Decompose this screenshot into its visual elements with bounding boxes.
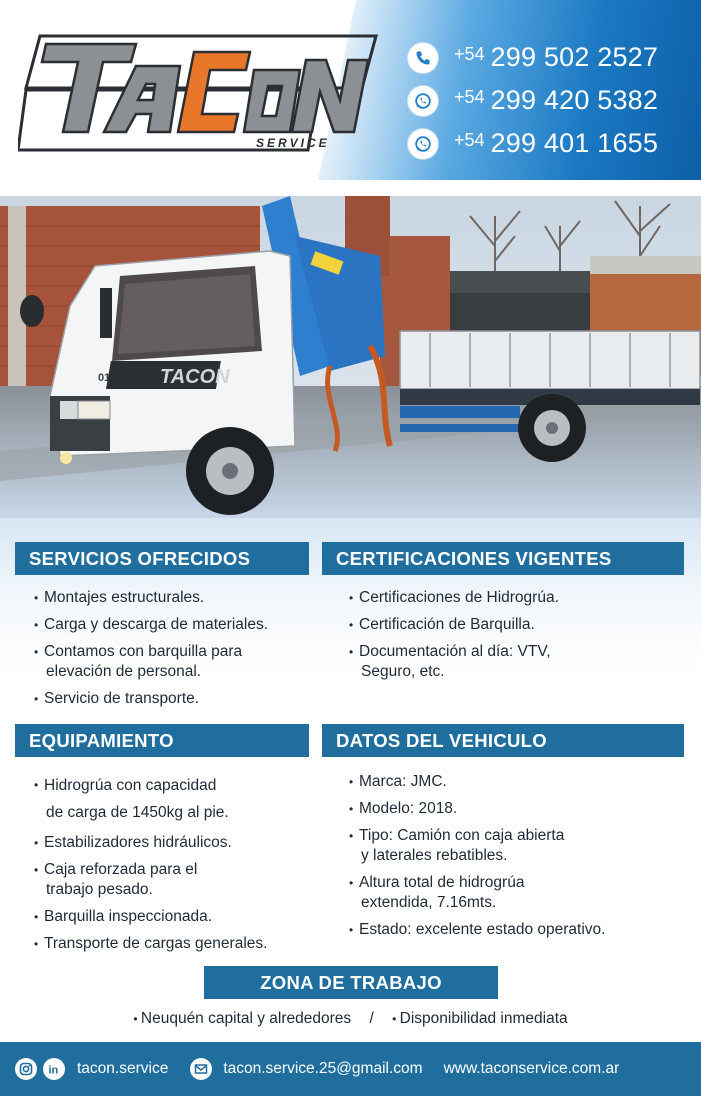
list-item: • Montajes estructurales. [34, 588, 314, 608]
zona-separator: / [369, 1010, 374, 1027]
list-item: • Barquilla inspeccionada. [34, 907, 319, 927]
list-item: • Hidrogrúa con capacidad de carga de 1450kg al pie. [34, 772, 319, 826]
vehiculo-list [349, 772, 684, 947]
logo-subtitle: SERVICE [256, 136, 330, 150]
section-title-equipamiento: EQUIPAMIENTO [15, 724, 309, 757]
list-item: • Contamos con barquilla para elevación de personal. [34, 642, 314, 682]
phone-number: 299 502 2527 [490, 42, 659, 72]
list-item: • Documentación al día: VTV, Seguro, etc. [349, 642, 679, 682]
equipamiento-list [34, 772, 319, 961]
email-link[interactable]: tacon.service.25@gmail.com [223, 1060, 423, 1077]
instagram-icon[interactable] [15, 1058, 37, 1080]
whatsapp-icon [408, 129, 438, 159]
list-item: • Estado: excelente estado operativo. [349, 920, 684, 940]
list-item: • Carga y descarga de materiales. [34, 615, 314, 635]
section-title-zona: ZONA DE TRABAJO [204, 966, 498, 999]
phone-row[interactable] [408, 122, 698, 165]
website-link[interactable]: www.taconservice.com.ar [443, 1060, 620, 1077]
section-title-vehiculo: DATOS DEL VEHICULO [322, 724, 684, 757]
phone-prefix: +54 [454, 44, 485, 64]
truck-logo-text: TACON [160, 366, 230, 388]
zona-right: Disponibilidad inmediata [399, 1010, 568, 1027]
email-icon [190, 1058, 212, 1080]
header [0, 0, 701, 180]
phone-number: 299 401 1655 [490, 128, 659, 158]
zona-text: • Neuquén capital y alrededores / • Disponibilidad inmediata [133, 1010, 568, 1027]
servicios-list [34, 588, 314, 716]
truck-photo [0, 196, 701, 518]
list-item: • Servicio de transporte. [34, 689, 314, 709]
list-item: • Certificaciones de Hidrogrúa. [349, 588, 679, 608]
footer [0, 1042, 701, 1096]
svg-text:in: in [48, 1064, 59, 1076]
truck-number: 01 [98, 372, 111, 384]
certificaciones-list [349, 588, 679, 689]
phone-row[interactable] [408, 36, 698, 79]
whatsapp-icon [408, 86, 438, 116]
section-title-certificaciones: CERTIFICACIONES VIGENTES [322, 542, 684, 575]
contact-phones [408, 36, 698, 165]
list-item: • Transporte de cargas generales. [34, 934, 319, 954]
zona-left: Neuquén capital y alrededores [140, 1010, 352, 1027]
tacon-logo [18, 30, 383, 160]
linkedin-icon[interactable] [43, 1058, 65, 1080]
phone-row[interactable] [408, 79, 698, 122]
list-item: • Estabilizadores hidráulicos. [34, 833, 319, 853]
list-item: • Modelo: 2018. [349, 799, 684, 819]
list-item: • Marca: JMC. [349, 772, 684, 792]
phone-prefix: +54 [454, 87, 485, 107]
list-item: • Tipo: Camión con caja abierta y laterales rebatibles. [349, 826, 684, 866]
phone-number: 299 420 5382 [490, 85, 659, 115]
list-item: • Altura total de hidrogrúa extendida, 7.16mts. [349, 873, 684, 913]
phone-icon [408, 43, 438, 73]
content-area [0, 518, 701, 1042]
social-handle[interactable]: tacon.service [77, 1060, 169, 1077]
phone-prefix: +54 [454, 130, 485, 150]
list-item: • Caja reforzada para el trabajo pesado. [34, 860, 319, 900]
section-title-servicios: SERVICIOS OFRECIDOS [15, 542, 309, 575]
list-item: • Certificación de Barquilla. [349, 615, 679, 635]
